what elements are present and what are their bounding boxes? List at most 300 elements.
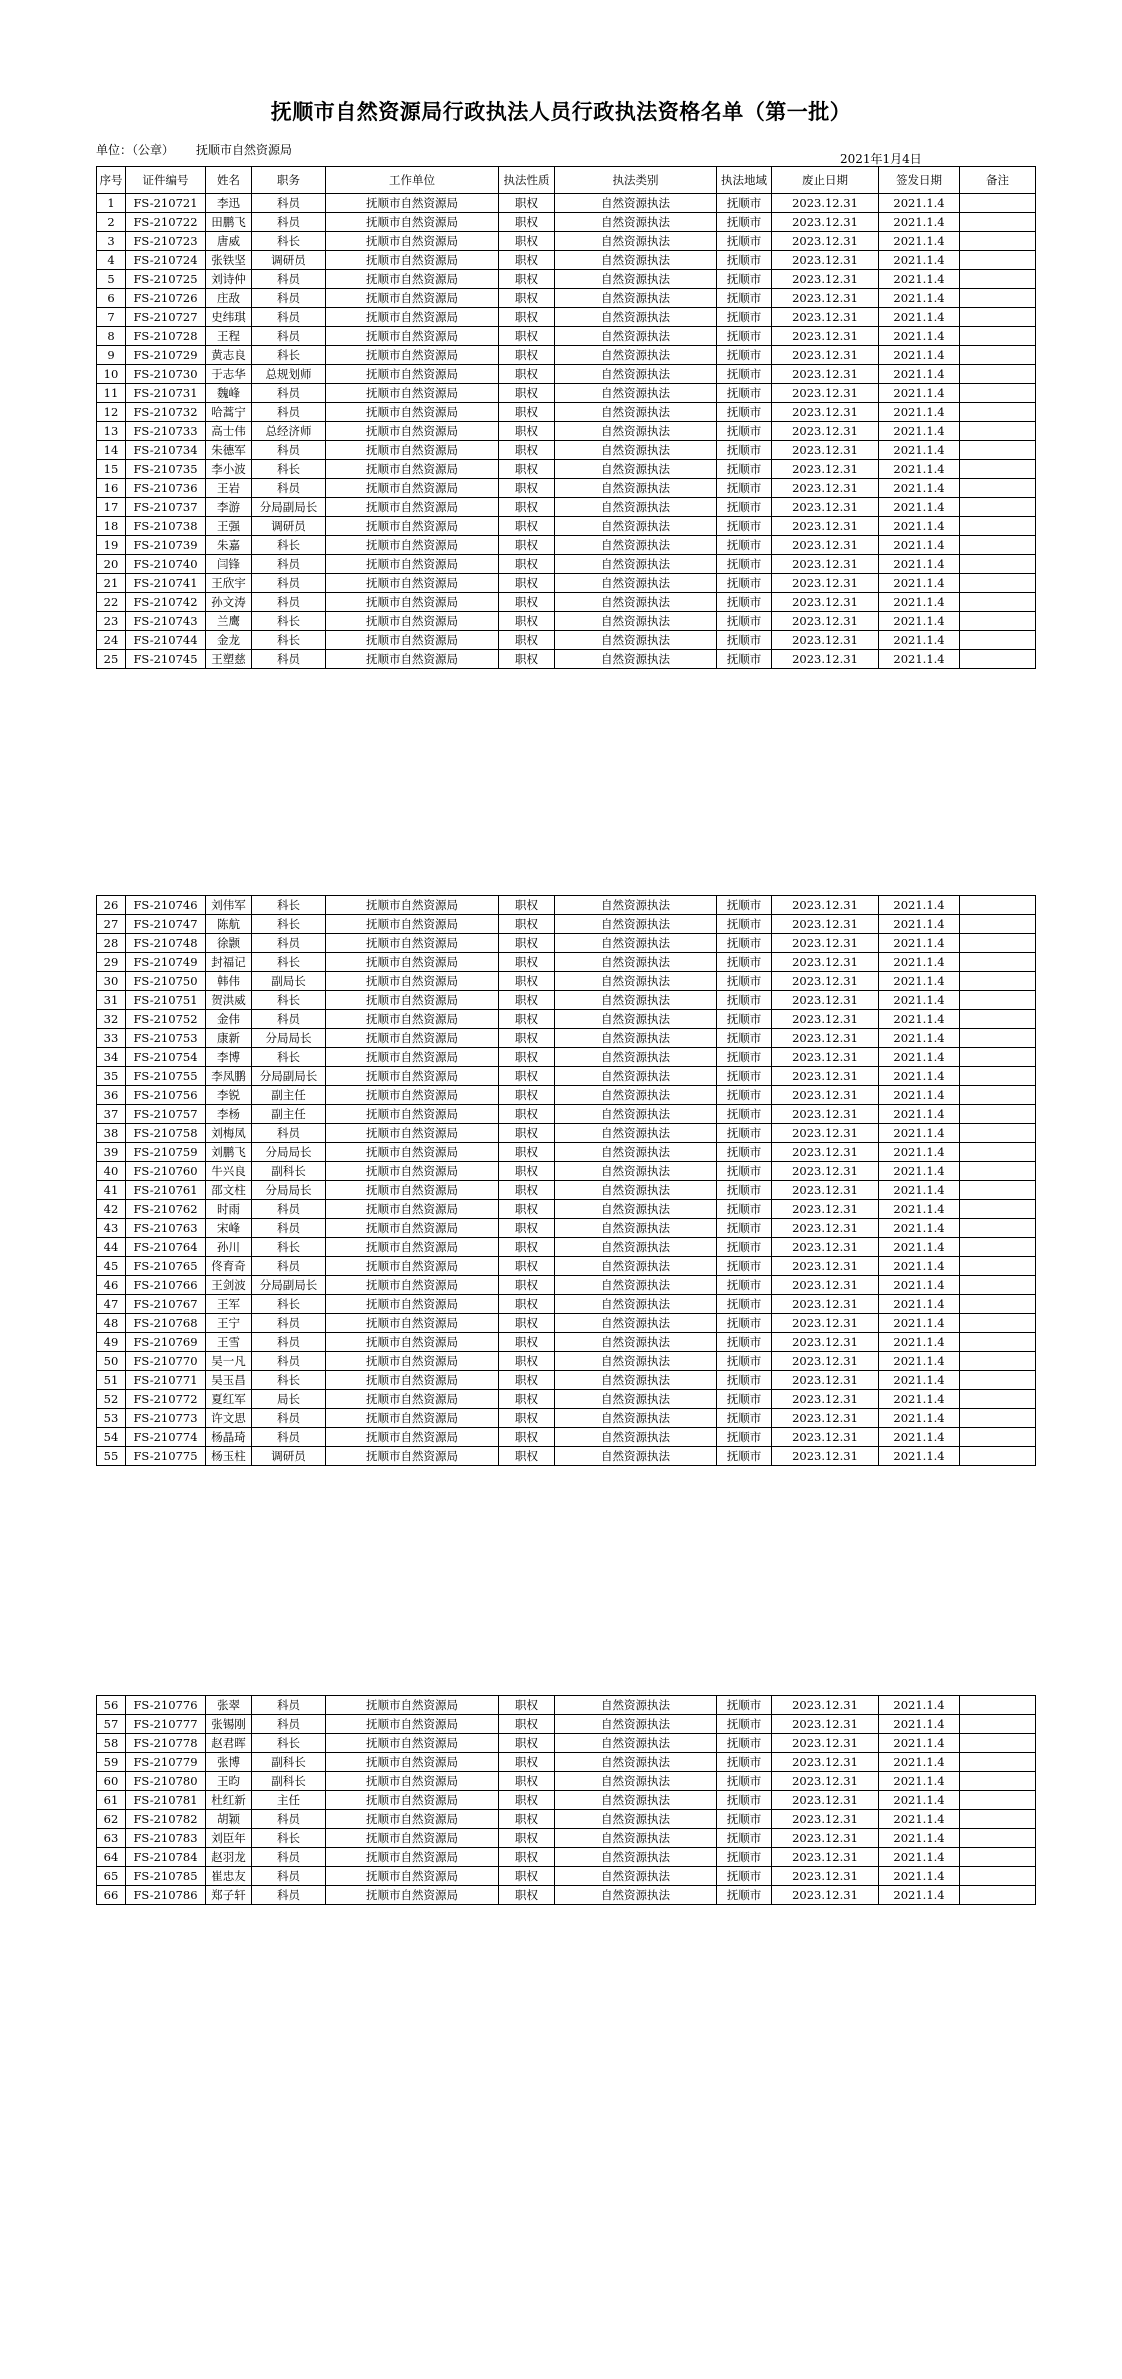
- cell-nature: 职权: [499, 1257, 555, 1276]
- table-row: [97, 270, 1036, 289]
- table-row: [97, 536, 1036, 555]
- cell-cert-no: FS-210752: [126, 1010, 206, 1029]
- cell-work-unit: 抚顺市自然资源局: [326, 1067, 499, 1086]
- cell-category: 自然资源执法: [555, 934, 717, 953]
- cell-name: 李博: [206, 1048, 252, 1067]
- cell-issue: 2021.1.4: [879, 650, 960, 669]
- cell-index: 37: [97, 1105, 126, 1124]
- cell-category: 自然资源执法: [555, 403, 717, 422]
- cell-cert-no: FS-210783: [126, 1829, 206, 1848]
- cell-name: 刘伟军: [206, 896, 252, 915]
- cell-region: 抚顺市: [717, 1772, 772, 1791]
- cell-category: 自然资源执法: [555, 1447, 717, 1466]
- cell-nature: 职权: [499, 574, 555, 593]
- cell-index: 62: [97, 1810, 126, 1829]
- cell-cert-no: FS-210758: [126, 1124, 206, 1143]
- cell-nature: 职权: [499, 1390, 555, 1409]
- cell-remark: [960, 1409, 1036, 1428]
- cell-expiry: 2023.12.31: [772, 536, 879, 555]
- cell-cert-no: FS-210769: [126, 1333, 206, 1352]
- cell-name: 李凤鹏: [206, 1067, 252, 1086]
- cell-remark: [960, 1753, 1036, 1772]
- cell-cert-no: FS-210726: [126, 289, 206, 308]
- cell-work-unit: 抚顺市自然资源局: [326, 1352, 499, 1371]
- table-row: [97, 517, 1036, 536]
- cell-category: 自然资源执法: [555, 1715, 717, 1734]
- cell-cert-no: FS-210735: [126, 460, 206, 479]
- cell-remark: [960, 1295, 1036, 1314]
- cell-nature: 职权: [499, 1200, 555, 1219]
- cell-remark: [960, 479, 1036, 498]
- table-row: [97, 1276, 1036, 1295]
- cell-nature: 职权: [499, 441, 555, 460]
- cell-index: 9: [97, 346, 126, 365]
- cell-position: 科员: [252, 1867, 326, 1886]
- cell-remark: [960, 1810, 1036, 1829]
- cell-region: 抚顺市: [717, 1200, 772, 1219]
- cell-region: 抚顺市: [717, 308, 772, 327]
- cell-work-unit: 抚顺市自然资源局: [326, 346, 499, 365]
- cell-issue: 2021.1.4: [879, 1886, 960, 1905]
- table-row: [97, 934, 1036, 953]
- cell-remark: [960, 1867, 1036, 1886]
- cell-name: 张锡刚: [206, 1715, 252, 1734]
- cell-work-unit: 抚顺市自然资源局: [326, 1791, 499, 1810]
- table-row: [97, 593, 1036, 612]
- cell-remark: [960, 194, 1036, 213]
- cell-work-unit: 抚顺市自然资源局: [326, 1886, 499, 1905]
- cell-work-unit: 抚顺市自然资源局: [326, 498, 499, 517]
- cell-issue: 2021.1.4: [879, 251, 960, 270]
- cell-region: 抚顺市: [717, 1067, 772, 1086]
- cell-name: 李锐: [206, 1086, 252, 1105]
- cell-remark: [960, 1772, 1036, 1791]
- cell-cert-no: FS-210750: [126, 972, 206, 991]
- cell-issue: 2021.1.4: [879, 289, 960, 308]
- cell-issue: 2021.1.4: [879, 1200, 960, 1219]
- cell-work-unit: 抚顺市自然资源局: [326, 460, 499, 479]
- cell-category: 自然资源执法: [555, 972, 717, 991]
- cell-cert-no: FS-210780: [126, 1772, 206, 1791]
- cell-category: 自然资源执法: [555, 289, 717, 308]
- cell-category: 自然资源执法: [555, 1219, 717, 1238]
- cell-name: 王宁: [206, 1314, 252, 1333]
- cell-region: 抚顺市: [717, 517, 772, 536]
- cell-name: 王强: [206, 517, 252, 536]
- cell-work-unit: 抚顺市自然资源局: [326, 1276, 499, 1295]
- cell-category: 自然资源执法: [555, 1829, 717, 1848]
- cell-issue: 2021.1.4: [879, 1696, 960, 1715]
- cell-issue: 2021.1.4: [879, 1409, 960, 1428]
- cell-category: 自然资源执法: [555, 1333, 717, 1352]
- cell-remark: [960, 1352, 1036, 1371]
- cell-position: 科长: [252, 1829, 326, 1848]
- cell-expiry: 2023.12.31: [772, 1181, 879, 1200]
- cell-expiry: 2023.12.31: [772, 479, 879, 498]
- cell-name: 王程: [206, 327, 252, 346]
- table-body-page-1: [97, 194, 1036, 669]
- cell-nature: 职权: [499, 346, 555, 365]
- cell-index: 38: [97, 1124, 126, 1143]
- cell-category: 自然资源执法: [555, 1162, 717, 1181]
- cell-position: 分局副局长: [252, 1067, 326, 1086]
- cell-index: 28: [97, 934, 126, 953]
- cell-expiry: 2023.12.31: [772, 612, 879, 631]
- cell-position: 科员: [252, 403, 326, 422]
- cell-nature: 职权: [499, 1409, 555, 1428]
- table-row: [97, 1048, 1036, 1067]
- cell-cert-no: FS-210751: [126, 991, 206, 1010]
- cell-cert-no: FS-210755: [126, 1067, 206, 1086]
- table-row: [97, 346, 1036, 365]
- cell-work-unit: 抚顺市自然资源局: [326, 517, 499, 536]
- table-row: [97, 1086, 1036, 1105]
- cell-nature: 职权: [499, 650, 555, 669]
- cell-work-unit: 抚顺市自然资源局: [326, 1219, 499, 1238]
- cell-expiry: 2023.12.31: [772, 232, 879, 251]
- cell-remark: [960, 915, 1036, 934]
- table-row: [97, 1734, 1036, 1753]
- cell-expiry: 2023.12.31: [772, 1371, 879, 1390]
- cell-work-unit: 抚顺市自然资源局: [326, 1143, 499, 1162]
- cell-expiry: 2023.12.31: [772, 1219, 879, 1238]
- cell-name: 宋峰: [206, 1219, 252, 1238]
- cell-category: 自然资源执法: [555, 441, 717, 460]
- header-cert-no: 证件编号: [126, 167, 206, 194]
- cell-position: 科长: [252, 232, 326, 251]
- cell-expiry: 2023.12.31: [772, 631, 879, 650]
- cell-remark: [960, 555, 1036, 574]
- cell-expiry: 2023.12.31: [772, 574, 879, 593]
- cell-expiry: 2023.12.31: [772, 1086, 879, 1105]
- cell-cert-no: FS-210730: [126, 365, 206, 384]
- cell-nature: 职权: [499, 289, 555, 308]
- cell-category: 自然资源执法: [555, 1276, 717, 1295]
- cell-position: 科员: [252, 327, 326, 346]
- cell-nature: 职权: [499, 1010, 555, 1029]
- cell-expiry: 2023.12.31: [772, 327, 879, 346]
- cell-expiry: 2023.12.31: [772, 915, 879, 934]
- cell-cert-no: FS-210766: [126, 1276, 206, 1295]
- cell-name: 田鹏飞: [206, 213, 252, 232]
- cell-region: 抚顺市: [717, 1791, 772, 1810]
- cell-cert-no: FS-210756: [126, 1086, 206, 1105]
- cell-cert-no: FS-210745: [126, 650, 206, 669]
- cell-category: 自然资源执法: [555, 479, 717, 498]
- header-expiry: 废止日期: [772, 167, 879, 194]
- cell-nature: 职权: [499, 1867, 555, 1886]
- cell-work-unit: 抚顺市自然资源局: [326, 1162, 499, 1181]
- cell-category: 自然资源执法: [555, 1124, 717, 1143]
- cell-issue: 2021.1.4: [879, 460, 960, 479]
- cell-position: 调研员: [252, 251, 326, 270]
- cell-name: 刘鹏飞: [206, 1143, 252, 1162]
- cell-cert-no: FS-210738: [126, 517, 206, 536]
- cell-position: 科长: [252, 991, 326, 1010]
- cell-cert-no: FS-210781: [126, 1791, 206, 1810]
- cell-region: 抚顺市: [717, 460, 772, 479]
- cell-category: 自然资源执法: [555, 1105, 717, 1124]
- cell-expiry: 2023.12.31: [772, 213, 879, 232]
- cell-remark: [960, 934, 1036, 953]
- cell-issue: 2021.1.4: [879, 915, 960, 934]
- table-row: [97, 1867, 1036, 1886]
- table-row: [97, 650, 1036, 669]
- cell-cert-no: FS-210721: [126, 194, 206, 213]
- table-row: [97, 1772, 1036, 1791]
- table-row: [97, 1409, 1036, 1428]
- cell-remark: [960, 232, 1036, 251]
- table-row: [97, 555, 1036, 574]
- cell-region: 抚顺市: [717, 915, 772, 934]
- cell-nature: 职权: [499, 1238, 555, 1257]
- cell-position: 科长: [252, 953, 326, 972]
- cell-position: 科员: [252, 1219, 326, 1238]
- cell-category: 自然资源执法: [555, 1734, 717, 1753]
- cell-category: 自然资源执法: [555, 1409, 717, 1428]
- cell-region: 抚顺市: [717, 1105, 772, 1124]
- cell-category: 自然资源执法: [555, 1753, 717, 1772]
- cell-index: 25: [97, 650, 126, 669]
- cell-cert-no: FS-210744: [126, 631, 206, 650]
- cell-work-unit: 抚顺市自然资源局: [326, 593, 499, 612]
- cell-cert-no: FS-210725: [126, 270, 206, 289]
- cell-name: 王欣宇: [206, 574, 252, 593]
- cell-position: 副科长: [252, 1753, 326, 1772]
- unit-label: 单位：（公章）: [96, 143, 175, 157]
- cell-work-unit: 抚顺市自然资源局: [326, 308, 499, 327]
- cell-expiry: 2023.12.31: [772, 1715, 879, 1734]
- cell-category: 自然资源执法: [555, 555, 717, 574]
- cell-region: 抚顺市: [717, 574, 772, 593]
- cell-nature: 职权: [499, 422, 555, 441]
- cell-category: 自然资源执法: [555, 593, 717, 612]
- cell-category: 自然资源执法: [555, 1810, 717, 1829]
- cell-expiry: 2023.12.31: [772, 1886, 879, 1905]
- cell-index: 24: [97, 631, 126, 650]
- cell-position: 分局局长: [252, 1143, 326, 1162]
- cell-region: 抚顺市: [717, 289, 772, 308]
- cell-remark: [960, 517, 1036, 536]
- cell-index: 52: [97, 1390, 126, 1409]
- cell-cert-no: FS-210723: [126, 232, 206, 251]
- table-row: [97, 1352, 1036, 1371]
- table-row: [97, 1181, 1036, 1200]
- cell-category: 自然资源执法: [555, 1048, 717, 1067]
- cell-position: 科长: [252, 1371, 326, 1390]
- cell-index: 60: [97, 1772, 126, 1791]
- cell-position: 科员: [252, 1715, 326, 1734]
- table-row: [97, 194, 1036, 213]
- cell-issue: 2021.1.4: [879, 1314, 960, 1333]
- cell-name: 刘梅凤: [206, 1124, 252, 1143]
- cell-name: 时雨: [206, 1200, 252, 1219]
- roster-table-page-2: [96, 895, 1036, 1466]
- cell-region: 抚顺市: [717, 213, 772, 232]
- cell-cert-no: FS-210786: [126, 1886, 206, 1905]
- table-row: [97, 1105, 1036, 1124]
- cell-remark: [960, 365, 1036, 384]
- cell-nature: 职权: [499, 365, 555, 384]
- cell-nature: 职权: [499, 1219, 555, 1238]
- cell-remark: [960, 1390, 1036, 1409]
- cell-nature: 职权: [499, 536, 555, 555]
- cell-index: 39: [97, 1143, 126, 1162]
- cell-expiry: 2023.12.31: [772, 289, 879, 308]
- cell-issue: 2021.1.4: [879, 479, 960, 498]
- cell-issue: 2021.1.4: [879, 308, 960, 327]
- cell-name: 王塑慈: [206, 650, 252, 669]
- cell-index: 46: [97, 1276, 126, 1295]
- cell-position: 副主任: [252, 1105, 326, 1124]
- cell-expiry: 2023.12.31: [772, 422, 879, 441]
- cell-work-unit: 抚顺市自然资源局: [326, 1105, 499, 1124]
- cell-nature: 职权: [499, 1105, 555, 1124]
- cell-name: 史纬琪: [206, 308, 252, 327]
- cell-nature: 职权: [499, 1333, 555, 1352]
- cell-region: 抚顺市: [717, 1124, 772, 1143]
- cell-nature: 职权: [499, 972, 555, 991]
- cell-category: 自然资源执法: [555, 194, 717, 213]
- cell-expiry: 2023.12.31: [772, 555, 879, 574]
- cell-index: 34: [97, 1048, 126, 1067]
- roster-table-page-3: [96, 1695, 1036, 1905]
- cell-work-unit: 抚顺市自然资源局: [326, 574, 499, 593]
- cell-name: 王军: [206, 1295, 252, 1314]
- cell-expiry: 2023.12.31: [772, 1162, 879, 1181]
- cell-name: 邵文柱: [206, 1181, 252, 1200]
- cell-name: 孙文涛: [206, 593, 252, 612]
- cell-expiry: 2023.12.31: [772, 1696, 879, 1715]
- cell-issue: 2021.1.4: [879, 194, 960, 213]
- cell-name: 张博: [206, 1753, 252, 1772]
- cell-issue: 2021.1.4: [879, 327, 960, 346]
- cell-expiry: 2023.12.31: [772, 194, 879, 213]
- cell-remark: [960, 1276, 1036, 1295]
- cell-index: 45: [97, 1257, 126, 1276]
- cell-index: 11: [97, 384, 126, 403]
- cell-region: 抚顺市: [717, 991, 772, 1010]
- cell-nature: 职权: [499, 1029, 555, 1048]
- cell-category: 自然资源执法: [555, 991, 717, 1010]
- cell-remark: [960, 1124, 1036, 1143]
- cell-remark: [960, 403, 1036, 422]
- cell-expiry: 2023.12.31: [772, 1428, 879, 1447]
- cell-index: 49: [97, 1333, 126, 1352]
- cell-work-unit: 抚顺市自然资源局: [326, 327, 499, 346]
- cell-position: 科员: [252, 1314, 326, 1333]
- cell-work-unit: 抚顺市自然资源局: [326, 1257, 499, 1276]
- cell-position: 科员: [252, 555, 326, 574]
- cell-remark: [960, 1010, 1036, 1029]
- cell-region: 抚顺市: [717, 1409, 772, 1428]
- cell-work-unit: 抚顺市自然资源局: [326, 915, 499, 934]
- cell-issue: 2021.1.4: [879, 1753, 960, 1772]
- cell-expiry: 2023.12.31: [772, 346, 879, 365]
- cell-nature: 职权: [499, 403, 555, 422]
- table-row: [97, 1696, 1036, 1715]
- cell-remark: [960, 1734, 1036, 1753]
- cell-index: 4: [97, 251, 126, 270]
- cell-name: 牛兴良: [206, 1162, 252, 1181]
- cell-expiry: 2023.12.31: [772, 308, 879, 327]
- cell-position: 调研员: [252, 1447, 326, 1466]
- cell-region: 抚顺市: [717, 1428, 772, 1447]
- cell-cert-no: FS-210774: [126, 1428, 206, 1447]
- cell-cert-no: FS-210759: [126, 1143, 206, 1162]
- cell-region: 抚顺市: [717, 1447, 772, 1466]
- cell-expiry: 2023.12.31: [772, 972, 879, 991]
- cell-work-unit: 抚顺市自然资源局: [326, 270, 499, 289]
- cell-cert-no: FS-210749: [126, 953, 206, 972]
- cell-nature: 职权: [499, 1772, 555, 1791]
- cell-cert-no: FS-210760: [126, 1162, 206, 1181]
- cell-position: 分局副局长: [252, 1276, 326, 1295]
- cell-nature: 职权: [499, 384, 555, 403]
- cell-region: 抚顺市: [717, 384, 772, 403]
- cell-expiry: 2023.12.31: [772, 1143, 879, 1162]
- cell-region: 抚顺市: [717, 1696, 772, 1715]
- cell-index: 17: [97, 498, 126, 517]
- cell-name: 唐威: [206, 232, 252, 251]
- cell-name: 赵君晖: [206, 1734, 252, 1753]
- cell-name: 佟育奇: [206, 1257, 252, 1276]
- cell-position: 分局局长: [252, 1181, 326, 1200]
- cell-position: 科员: [252, 593, 326, 612]
- cell-issue: 2021.1.4: [879, 1086, 960, 1105]
- cell-position: 副科长: [252, 1162, 326, 1181]
- cell-expiry: 2023.12.31: [772, 251, 879, 270]
- cell-name: 朱德军: [206, 441, 252, 460]
- cell-position: 科员: [252, 1333, 326, 1352]
- cell-index: 7: [97, 308, 126, 327]
- table-row: [97, 479, 1036, 498]
- cell-name: 贺洪威: [206, 991, 252, 1010]
- cell-work-unit: 抚顺市自然资源局: [326, 1696, 499, 1715]
- cell-position: 科员: [252, 934, 326, 953]
- cell-position: 科员: [252, 384, 326, 403]
- cell-position: 科长: [252, 1048, 326, 1067]
- cell-issue: 2021.1.4: [879, 896, 960, 915]
- cell-issue: 2021.1.4: [879, 555, 960, 574]
- cell-position: 科长: [252, 631, 326, 650]
- cell-index: 50: [97, 1352, 126, 1371]
- cell-work-unit: 抚顺市自然资源局: [326, 1829, 499, 1848]
- cell-category: 自然资源执法: [555, 308, 717, 327]
- cell-region: 抚顺市: [717, 1753, 772, 1772]
- cell-name: 胡颖: [206, 1810, 252, 1829]
- cell-work-unit: 抚顺市自然资源局: [326, 650, 499, 669]
- cell-remark: [960, 498, 1036, 517]
- cell-expiry: 2023.12.31: [772, 1333, 879, 1352]
- cell-nature: 职权: [499, 1886, 555, 1905]
- table-row: [97, 1333, 1036, 1352]
- cell-issue: 2021.1.4: [879, 422, 960, 441]
- cell-position: 科长: [252, 346, 326, 365]
- cell-expiry: 2023.12.31: [772, 403, 879, 422]
- cell-category: 自然资源执法: [555, 1886, 717, 1905]
- cell-remark: [960, 1181, 1036, 1200]
- cell-name: 黄志良: [206, 346, 252, 365]
- cell-name: 夏红军: [206, 1390, 252, 1409]
- table-row: [97, 1143, 1036, 1162]
- cell-expiry: 2023.12.31: [772, 1791, 879, 1810]
- cell-index: 14: [97, 441, 126, 460]
- cell-nature: 职权: [499, 934, 555, 953]
- cell-nature: 职权: [499, 1067, 555, 1086]
- cell-remark: [960, 1048, 1036, 1067]
- cell-category: 自然资源执法: [555, 1143, 717, 1162]
